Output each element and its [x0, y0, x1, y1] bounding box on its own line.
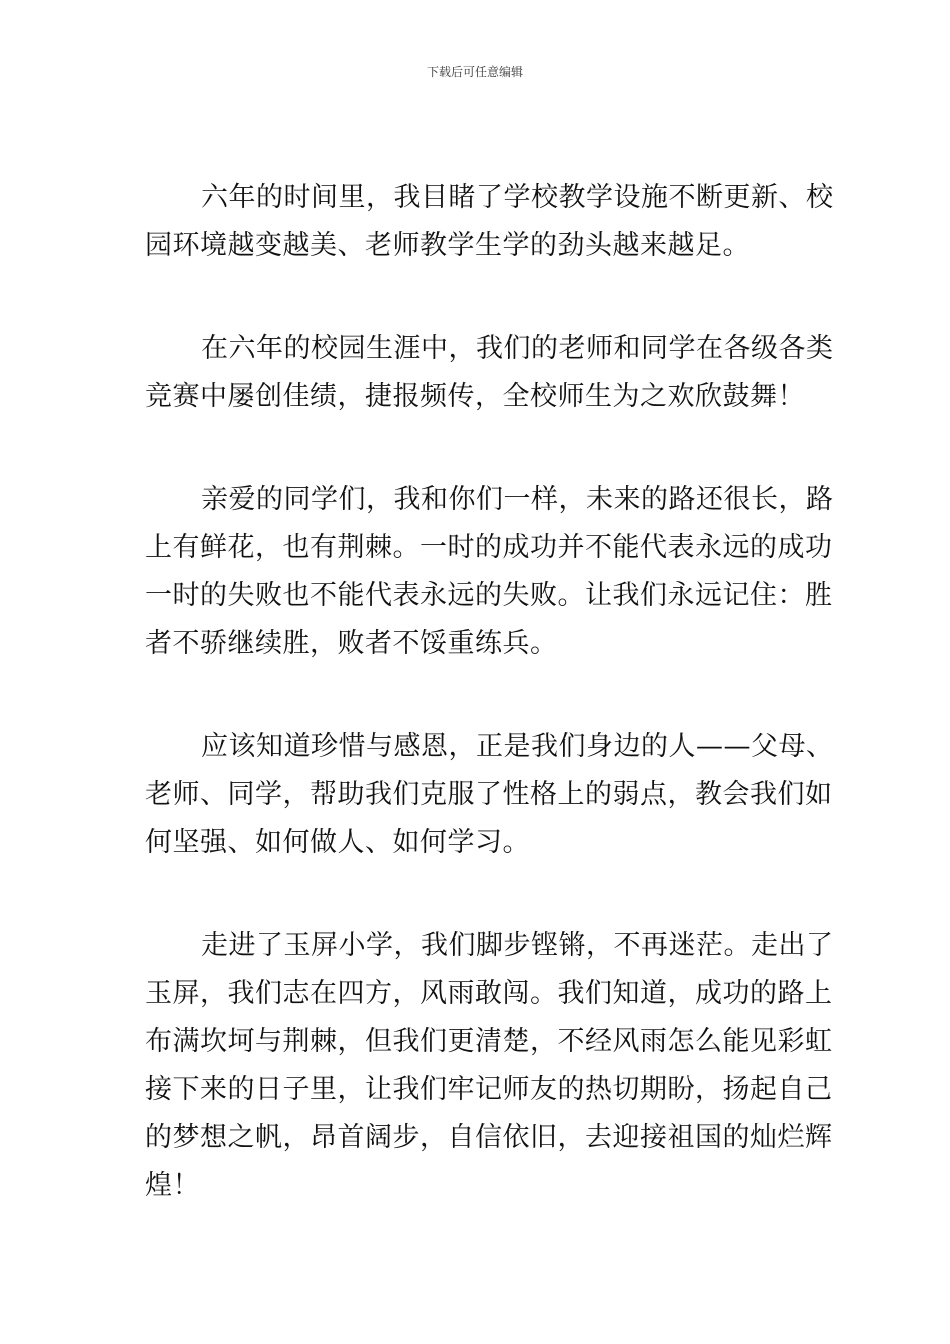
paragraph-line: 者不骄继续胜，败者不馁重练兵。 [145, 628, 558, 659]
paragraph-4 [145, 723, 834, 867]
paragraph-line: 布满坎坷与荆棘，但我们更清楚，不经风雨怎么能见彩虹 [145, 1026, 833, 1057]
paragraph-5 [145, 922, 834, 1210]
paragraph-line: 六年的时间里，我目睹了学校教学设施不断更新、校 [201, 182, 834, 213]
paragraph-line: 老师、同学，帮助我们克服了性格上的弱点，教会我们如 [145, 779, 833, 810]
paragraph-line: 何坚强、如何做人、如何学习。 [145, 827, 530, 858]
paragraph-1 [145, 174, 834, 270]
paragraph-3 [145, 476, 834, 668]
paragraph-line: 亲爱的同学们，我和你们一样，未来的路还很长，路 [201, 484, 834, 515]
paragraph-line: 的梦想之帆，昂首阔步，自信依旧，去迎接祖国的灿烂辉 [145, 1122, 833, 1153]
paragraph-line: 竞赛中屡创佳绩，捷报频传，全校师生为之欢欣鼓舞！ [145, 381, 805, 412]
paragraph-line: 玉屏，我们志在四方，风雨敢闯。我们知道，成功的路上 [145, 978, 833, 1009]
paragraph-line: 煌！ [145, 1170, 200, 1201]
paragraph-line: 应该知道珍惜与感恩，正是我们身边的人——父母、 [201, 731, 834, 762]
paragraph-line: 接下来的日子里，让我们牢记师友的热切期盼，扬起自己 [145, 1074, 833, 1105]
paragraph-line: 走进了玉屏小学，我们脚步铿锵，不再迷茫。走出了 [201, 930, 834, 961]
paragraph-line: 一时的失败也不能代表永远的失败。让我们永远记住：胜 [145, 580, 833, 611]
paragraph-line: 在六年的校园生涯中，我们的老师和同学在各级各类 [201, 333, 834, 364]
paragraph-2 [145, 325, 834, 421]
paragraph-line: 上有鲜花，也有荆棘。一时的成功并不能代表永远的成功 [145, 532, 833, 563]
page-header-note: 下载后可任意编辑 [426, 65, 523, 79]
document-body [145, 174, 834, 1265]
paragraph-line: 园环境越变越美、老师教学生学的劲头越来越足。 [145, 230, 750, 261]
